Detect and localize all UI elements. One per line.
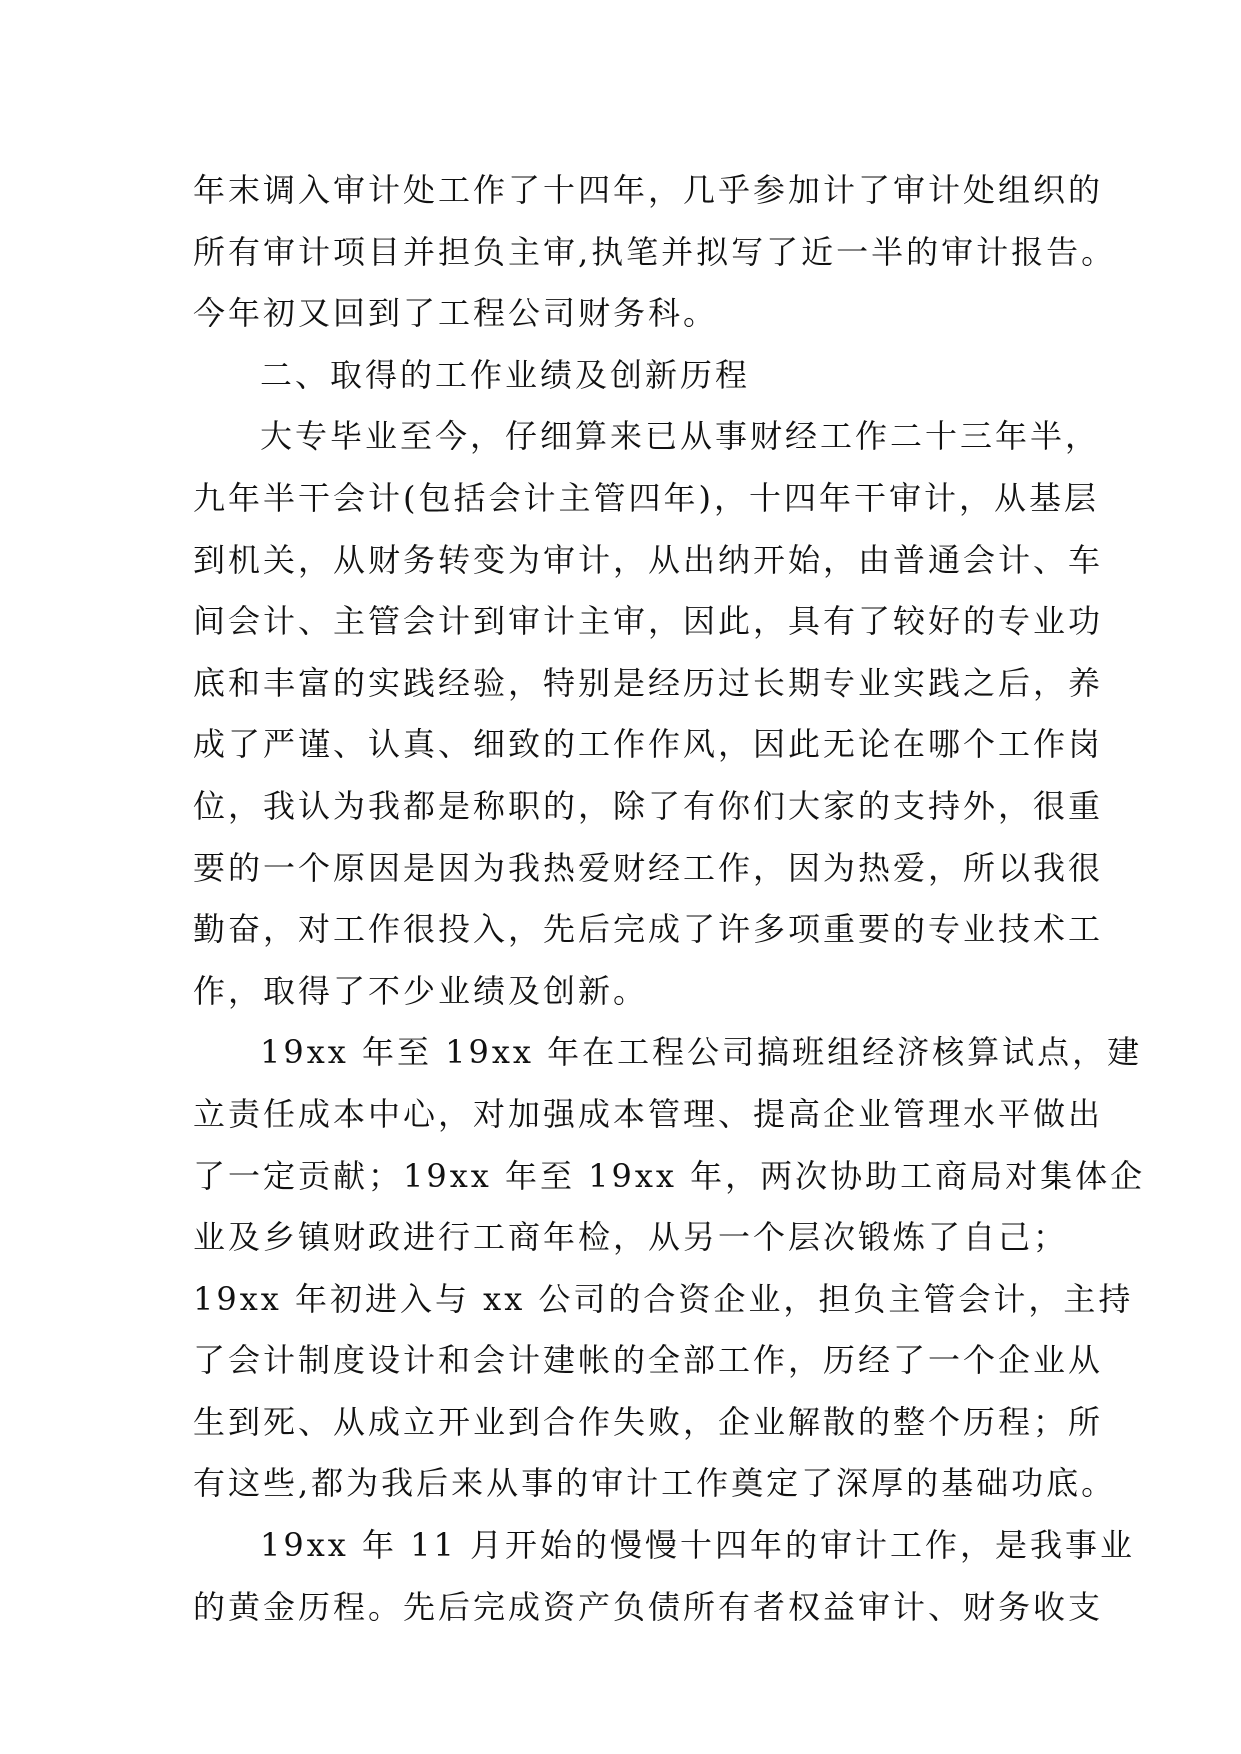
text-line: 九年半干会计(包括会计主管四年)，十四年干审计，从基层 <box>193 478 1099 517</box>
text-line: 19xx 年至 19xx 年在工程公司搞班组经济核算试点，建 <box>260 1033 1143 1072</box>
text-line: 了一定贡献；19xx 年至 19xx 年，两次协助工商局对集体企 <box>193 1156 1146 1195</box>
text-line: 位，我认为我都是称职的，除了有你们大家的支持外，很重 <box>193 786 1104 825</box>
text-line: 作，取得了不少业绩及创新。 <box>193 971 649 1010</box>
text-line: 了会计制度设计和会计建帐的全部工作，历经了一个企业从 <box>193 1341 1104 1380</box>
text-line: 生到死、从成立开业到合作失败，企业解散的整个历程；所 <box>193 1402 1104 1441</box>
text-line: 有这些,都为我后来从事的审计工作奠定了深厚的基础功底。 <box>193 1464 1117 1503</box>
text-line: 所有审计项目并担负主审,执笔并拟写了近一半的审计报告。 <box>193 232 1117 271</box>
body-text <box>193 160 1146 1638</box>
text-line: 年末调入审计处工作了十四年，几乎参加计了审计处组织的 <box>193 171 1104 209</box>
text-line: 19xx 年 11 月开始的慢慢十四年的审计工作，是我事业 <box>260 1526 1136 1565</box>
text-line: 立责任成本中心，对加强成本管理、提高企业管理水平做出 <box>193 1094 1104 1133</box>
section-heading: 二、取得的工作业绩及创新历程 <box>260 355 751 394</box>
text-line: 要的一个原因是因为我热爱财经工作，因为热爱，所以我很 <box>193 848 1104 887</box>
text-line: 间会计、主管会计到审计主审，因此，具有了较好的专业功 <box>193 602 1104 641</box>
text-line: 到机关，从财务转变为审计，从出纳开始，由普通会计、车 <box>193 540 1104 579</box>
text-line: 大专毕业至今，仔细算来已从事财经工作二十三年半， <box>260 417 1101 456</box>
text-line: 勤奋，对工作很投入，先后完成了许多项重要的专业技术工 <box>193 910 1104 949</box>
text-line: 成了严谨、认真、细致的工作作风，因此无论在哪个工作岗 <box>193 725 1104 764</box>
text-line: 底和丰富的实践经验，特别是经历过长期专业实践之后，养 <box>193 663 1104 702</box>
text-line: 业及乡镇财政进行工商年检，从另一个层次锻炼了自己； <box>193 1218 1069 1257</box>
text-line: 今年初又回到了工程公司财务科。 <box>193 294 719 333</box>
text-line: 的黄金历程。先后完成资产负债所有者权益审计、财务收支 <box>193 1587 1104 1626</box>
text-line: 19xx 年初进入与 xx 公司的合资企业，担负主管会计，主持 <box>193 1279 1134 1318</box>
